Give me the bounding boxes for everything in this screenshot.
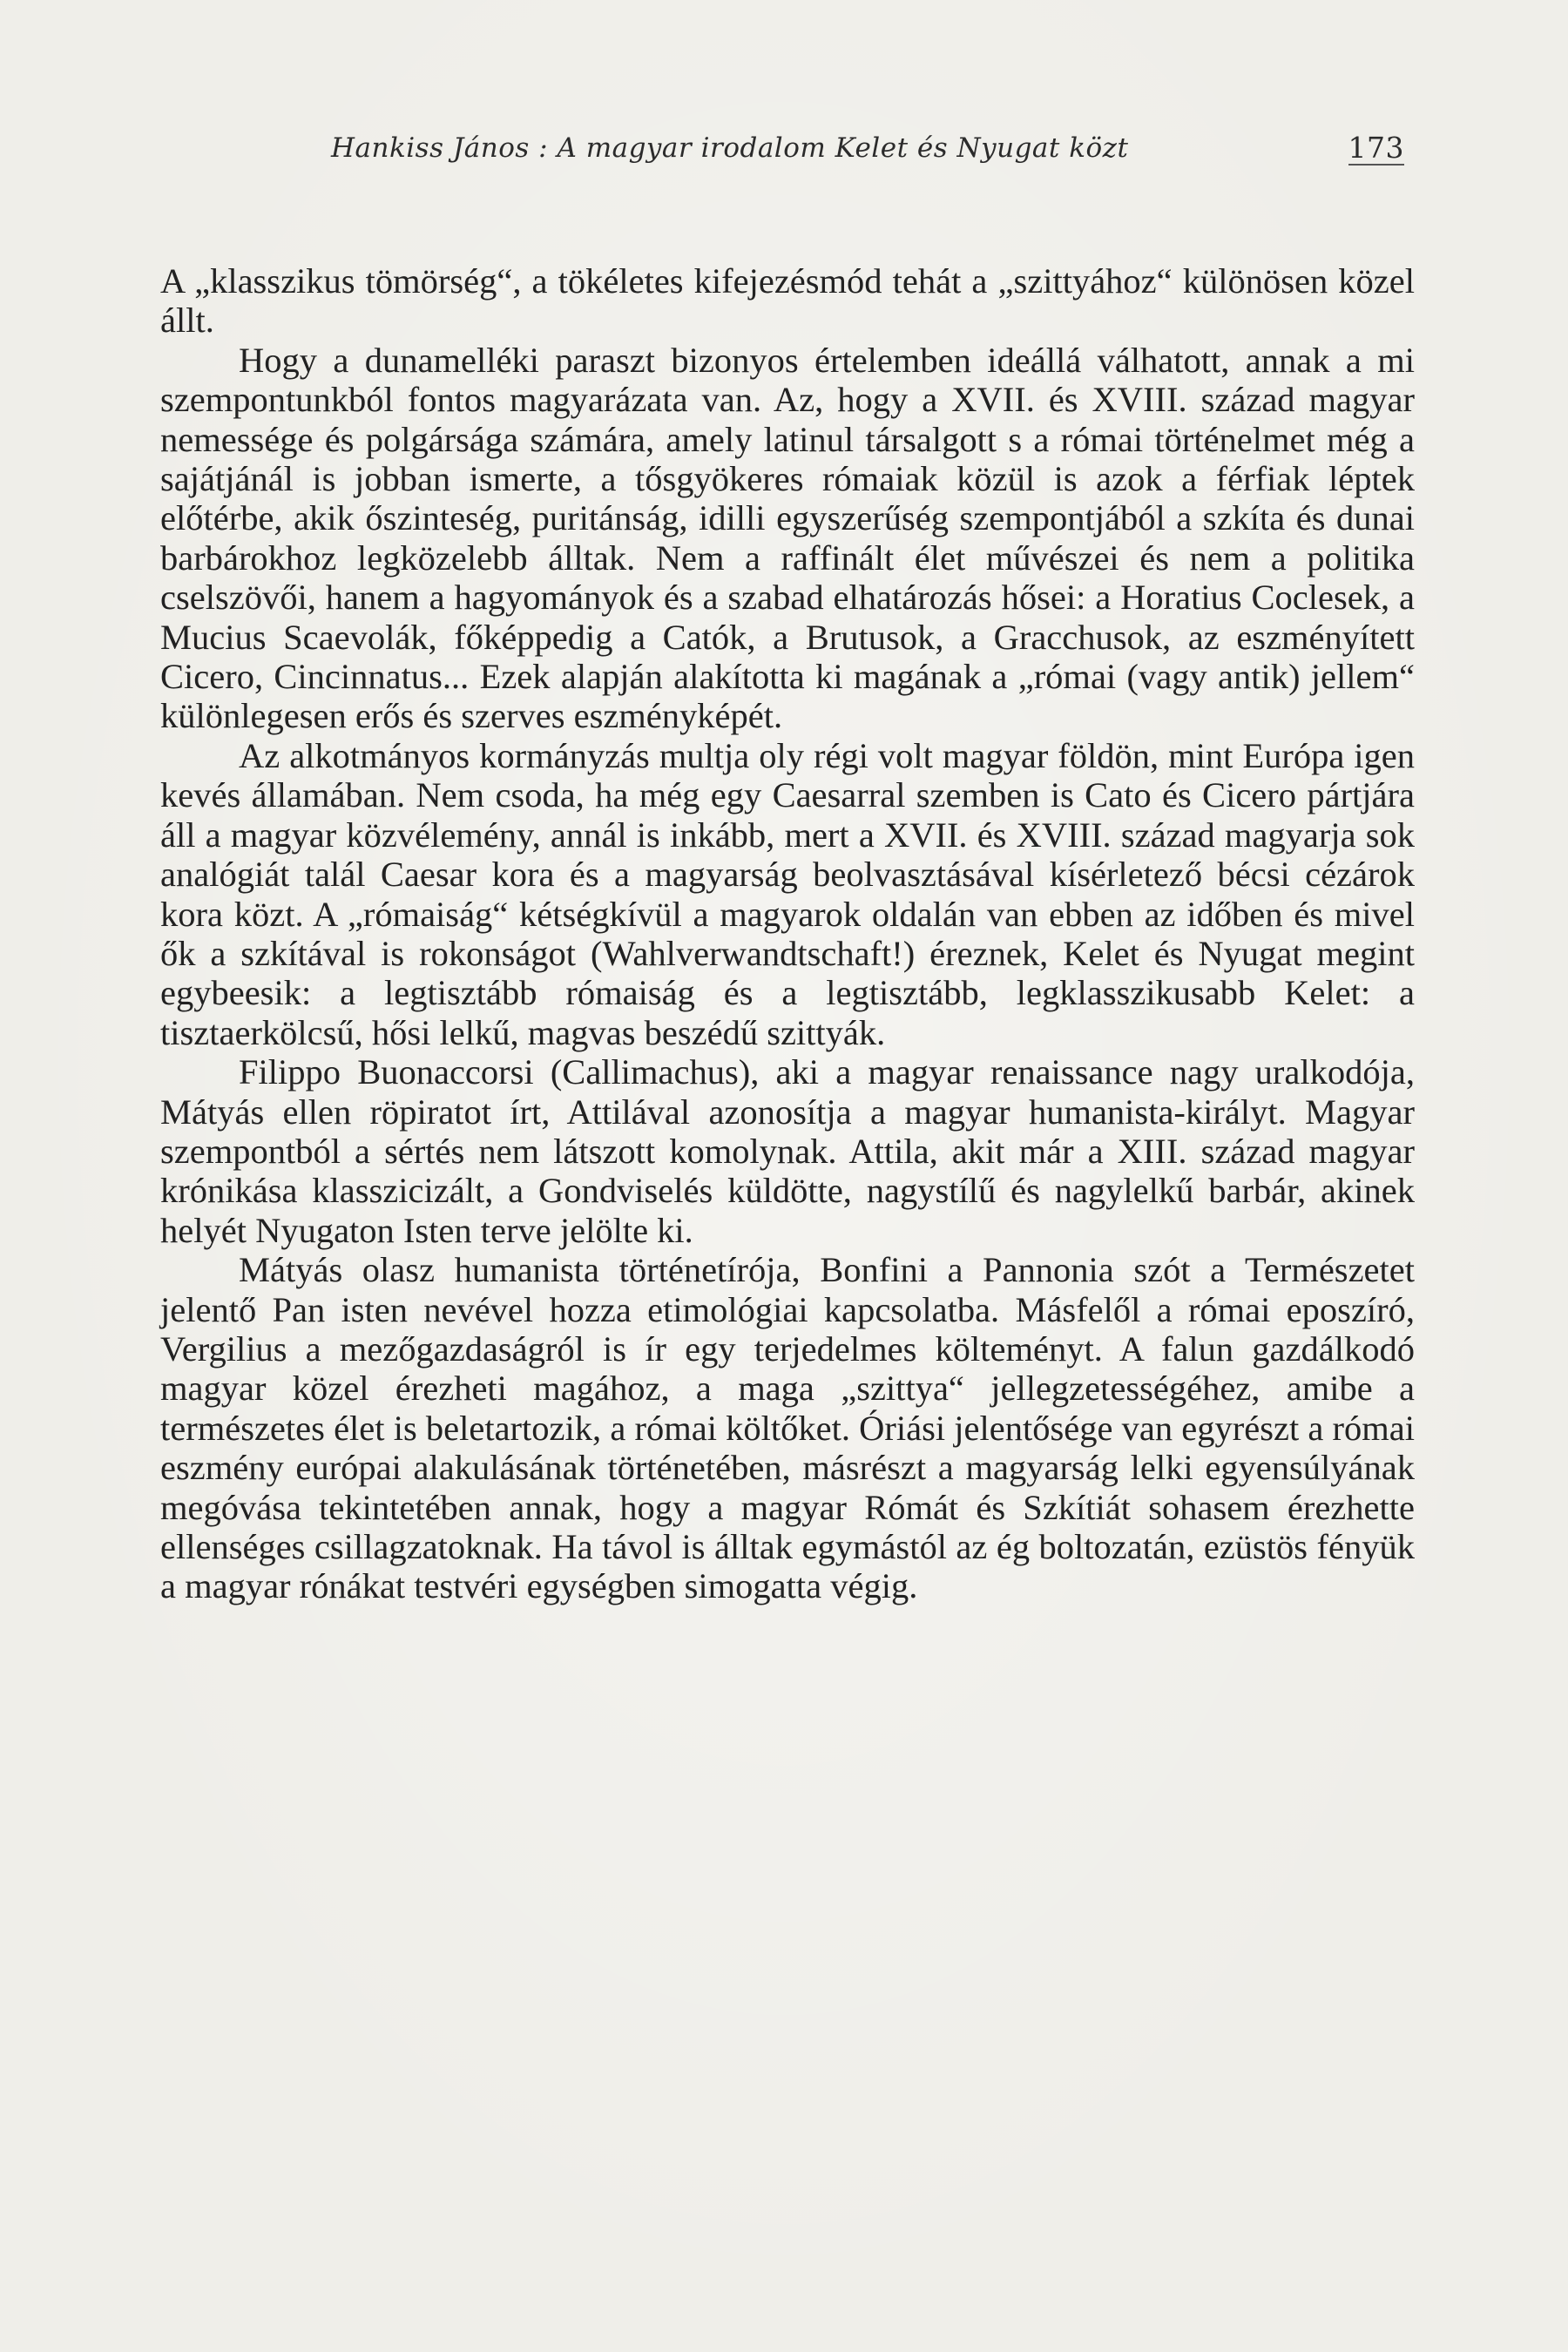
running-title: Hankiss János : A magyar irodalom Kelet és Nyugat közt [331, 132, 1129, 164]
running-header [331, 132, 1404, 172]
paragraph: Mátyás olasz humanista történetírója, Bonfini a Pannonia szót a Természetet jelentő Pan isten nevével hozza etimológiai kapcsolatba. Másfelől a római eposzíró, Vergilius a mezőgazdaságról is ír egy terjedelmes költeményt. A falun gazdálkodó magyar közel érezheti magához, a maga „szittya“ jellegzetességéhez, amibe a természetes élet is beletartozik, a római költőket. Óriási jelentősége van egyrészt a római eszmény európai alakulásának történetében, másrészt a magyarság lelki egyensúlyának megóvása tekintetében annak, hogy a magyar Rómát és Szkítiát sohasem érezhette ellenséges csillagzatoknak. Ha távol is álltak egymástól az ég boltozatán, ezüstös fényük a magyar rónákat testvéri egységben simogatta végig. [160, 1250, 1415, 1606]
paragraph: Hogy a dunamelléki paraszt bizonyos értelemben ideállá válhatott, annak a mi szempontunkból fontos magyarázata van. Az, hogy a XVII. és XVIII. század magyar nemessége és polgársága számára, amely latinul társalgott s a római történelmet még a sajátjánál is jobban ismerte, a tősgyökeres rómaiak közül is azok a férfiak léptek előtérbe, akik őszinteség, puritánság, idilli egyszerűség szempontjából a szkíta és dunai barbárokhoz legközelebb álltak. Nem a raffinált élet művészei és nem a politika cselszövői, hanem a hagyományok és a szabad elhatározás hősei: a Horatius Coclesek, a Mucius Scaevolák, főképpedig a Catók, a Brutusok, a Gracchusok, az eszményített Cicero, Cincinnatus... Ezek alapján alakította ki magának a „római (vagy antik) jellem“ különlegesen erős és szerves eszményképét. [160, 340, 1415, 736]
paragraph: A „klasszikus tömörség“, a tökéletes kifejezésmód tehát a „szittyához“ különösen közel állt. [160, 261, 1415, 341]
page-number: 173 [1348, 131, 1404, 165]
paragraph: Az alkotmányos kormányzás multja oly régi volt magyar földön, mint Európa igen kevés államában. Nem csoda, ha még egy Caesarral szemben is Cato és Cicero pártjára áll a magyar közvélemény, annál is inkább, mert a XVII. és XVIII. század magyarja sok analógiát talál Caesar kora és a magyarság beolvasztásával kísérletező bécsi cézárok kora közt. A „rómaiság“ kétségkívül a magyarok oldalán van ebben az időben és mivel ők a szkítával is rokonságot (Wahlverwandtschaft!) éreznek, Kelet és Nyugat megint egybeesik: a legtisztább rómaiság és a legtisztább, legklasszikusabb Kelet: a tisztaerkölcsű, hősi lelkű, magvas beszédű szittyák. [160, 735, 1415, 1052]
body-text [160, 261, 1415, 1606]
paragraph: Filippo Buonaccorsi (Callimachus), aki a magyar renaissance nagy uralkodója, Mátyás ellen röpiratot írt, Attilával azonosítja a magyar humanista-királyt. Magyar szempontból a sértés nem látszott komolynak. Attila, akit már a XIII. század magyar krónikása klasszicizált, a Gondviselés küldötte, nagystílű és nagylelkű barbár, akinek helyét Nyugaton Isten terve jelölte ki. [160, 1052, 1415, 1250]
